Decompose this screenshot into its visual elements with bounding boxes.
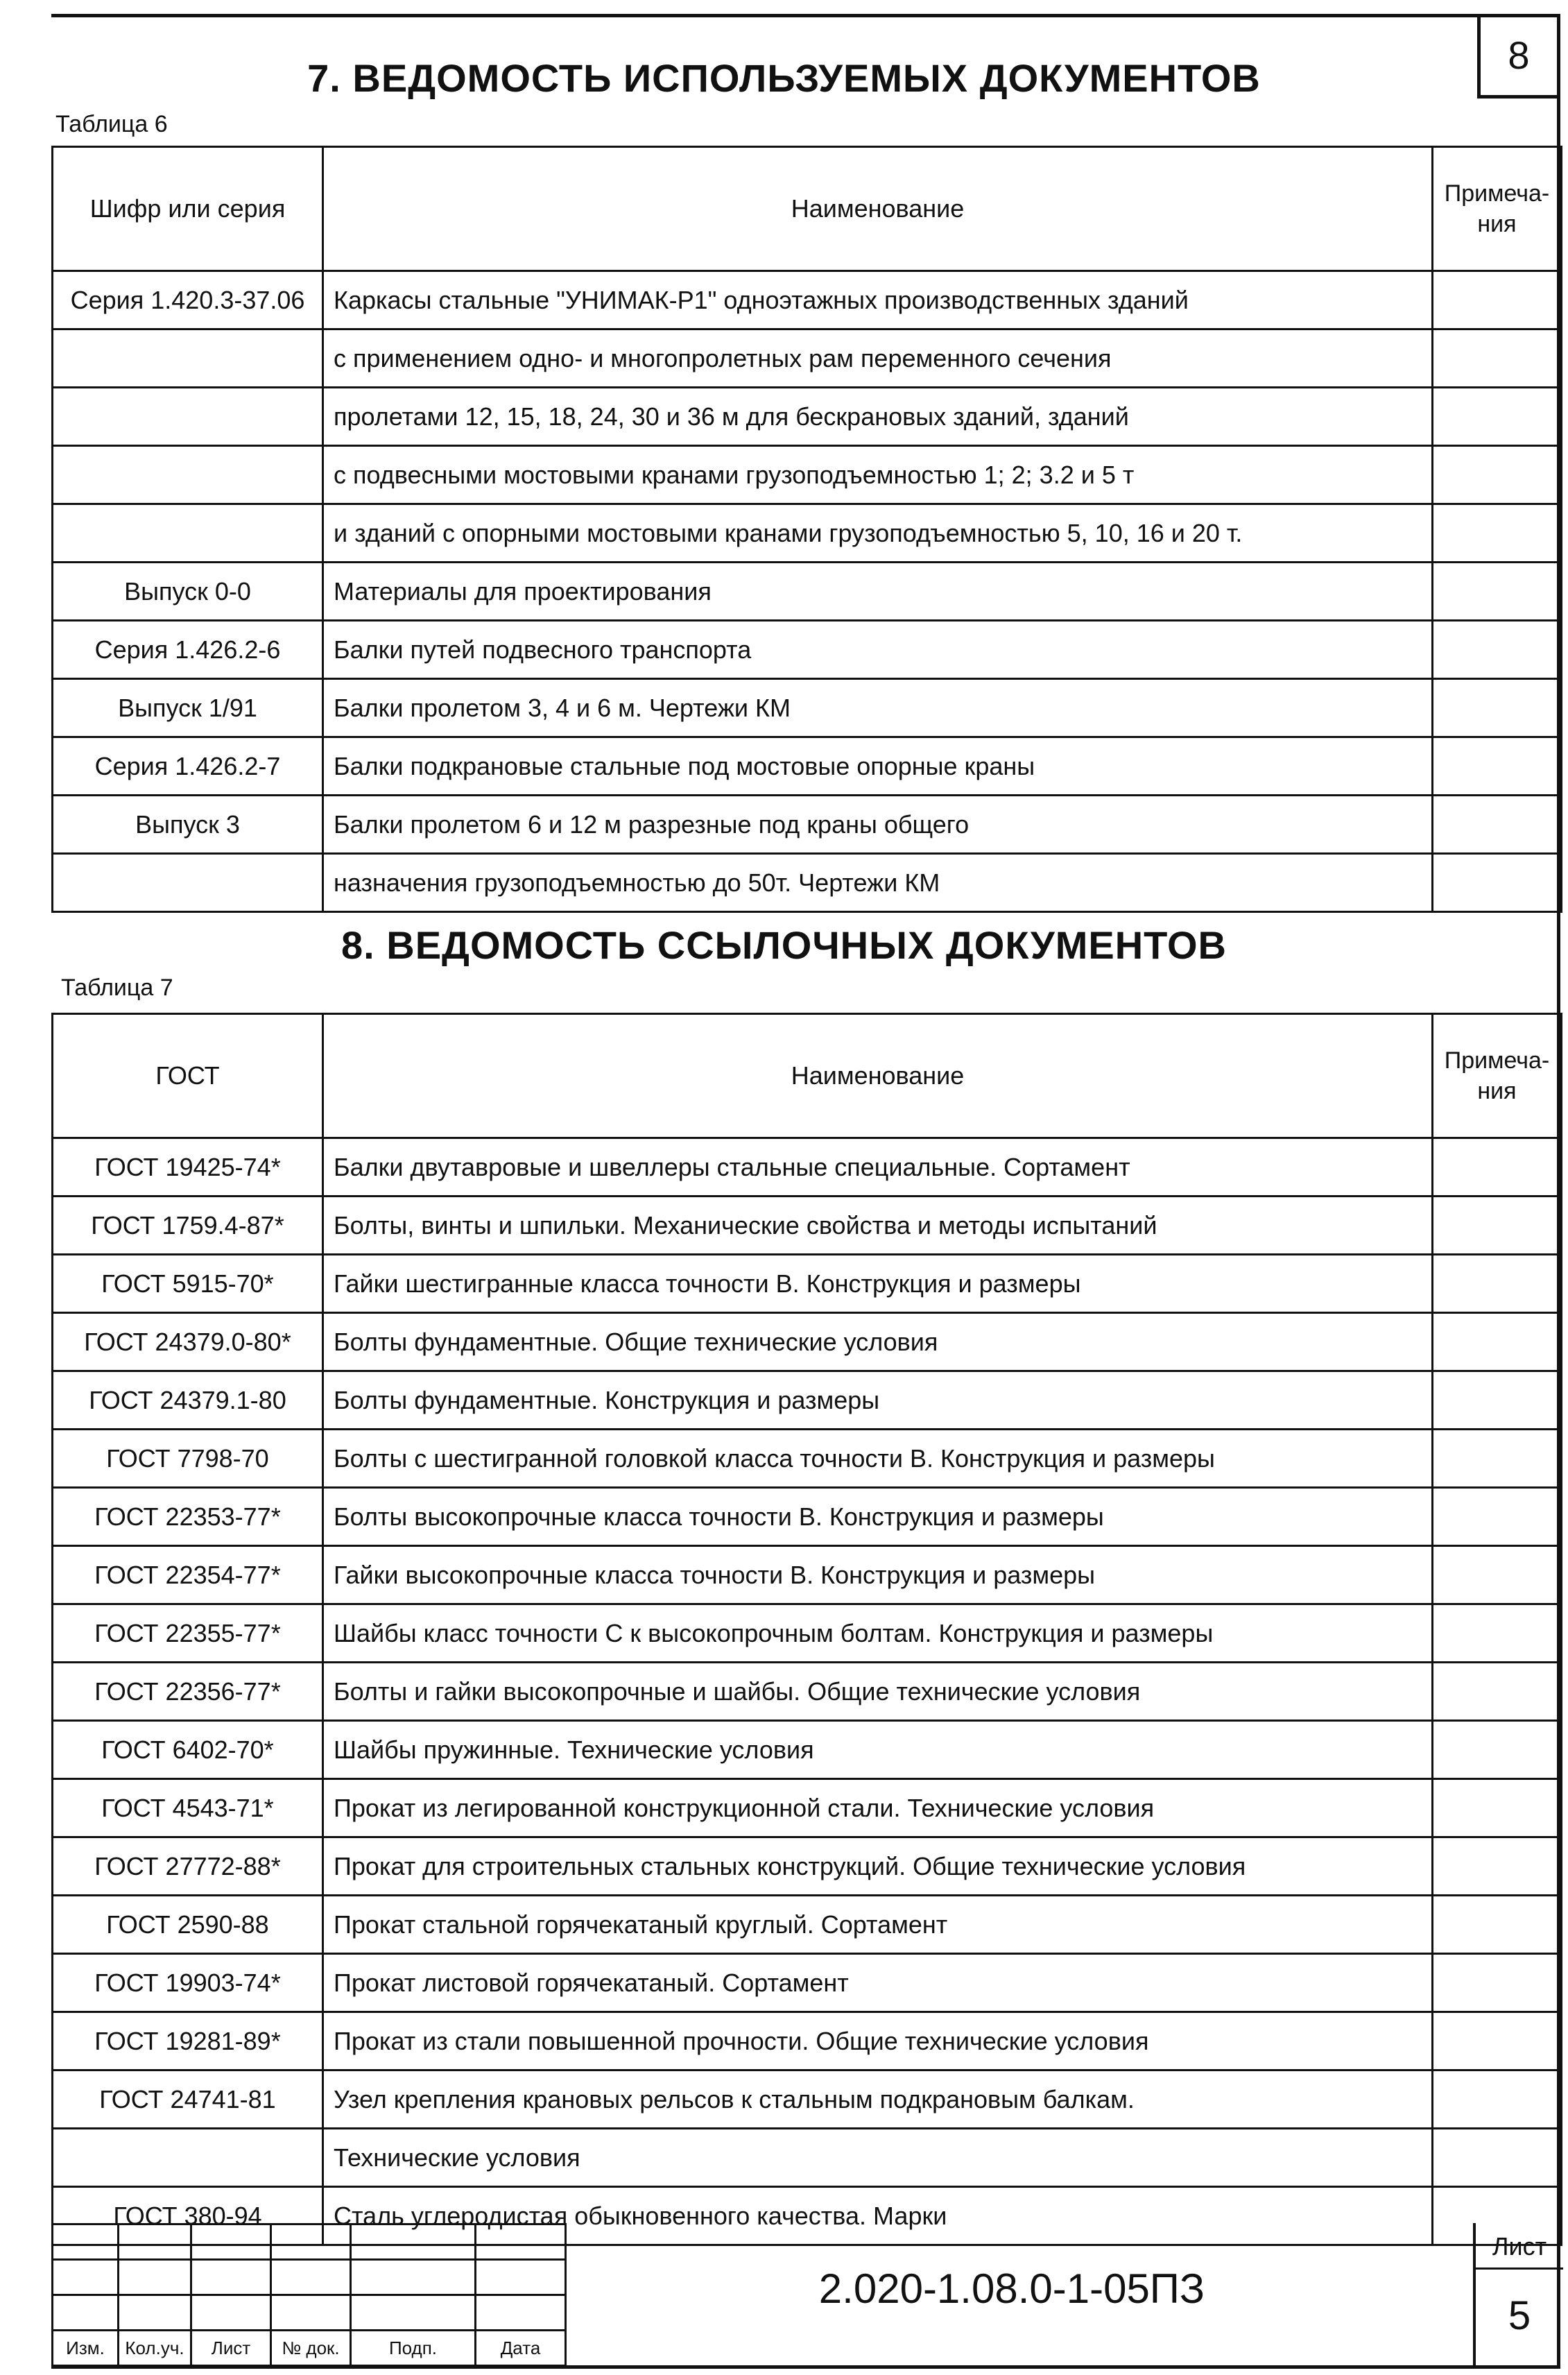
document-name-cell: Балки двутавровые и швеллеры стальные специальные. Сортамент [323,1138,1433,1197]
document-name-cell: Шайбы пружинные. Технические условия [323,1721,1433,1779]
table-row [53,796,1562,854]
document-code-cell: ГОСТ 24379.0-80* [53,1313,323,1371]
document-code-cell: ГОСТ 24741-81 [53,2070,323,2129]
table-row [53,1488,1562,1546]
section8-title: 8. ВЕДОМОСТЬ ССЫЛОЧНЫХ ДОКУМЕНТОВ [341,923,1227,967]
page-number: 8 [1477,15,1560,98]
notes-cell [1433,621,1562,679]
document-code-cell: ГОСТ 2590-88 [53,1896,323,1954]
document-code-cell: ГОСТ 19903-74* [53,1954,323,2012]
notes-cell [1433,1837,1562,1896]
table-header-row [53,147,1562,271]
document-code-cell: Серия 1.426.2-7 [53,737,323,796]
notes-cell [1433,388,1562,446]
document-code-cell: Выпуск 1/91 [53,679,323,737]
notes-cell [1433,854,1562,912]
table-row [53,2012,1562,2070]
document-code-cell: ГОСТ 22354-77* [53,1546,323,1604]
notes-cell [1433,1197,1562,1255]
document-code-cell: ГОСТ 4543-71* [53,1779,323,1837]
document-name-cell: Гайки высокопрочные класса точности В. Конструкция и размеры [323,1546,1433,1604]
document-code-cell: ГОСТ 7798-70 [53,1430,323,1488]
document-name-cell: с применением одно- и многопролетных рам переменного сечения [323,329,1433,388]
title-block [51,2223,1560,2369]
stamp-column-label: Изм. [53,2331,119,2366]
document-code-cell [53,388,323,446]
document-name-cell: Болты фундаментные. Конструкция и размеры [323,1371,1433,1430]
table-row [53,446,1562,504]
table-row [53,563,1562,621]
document-code-cell: ГОСТ 22355-77* [53,1604,323,1663]
notes-cell [1433,2012,1562,2070]
document-code-cell: ГОСТ 5915-70* [53,1255,323,1313]
table-row [53,1779,1562,1837]
notes-cell [1433,1138,1562,1197]
document-code-cell: ГОСТ 24379.1-80 [53,1371,323,1430]
notes-cell [1433,1371,1562,1430]
table-row [53,1954,1562,2012]
document-name-cell: Болты высокопрочные класса точности В. Конструкция и размеры [323,1488,1433,1546]
table7-label: Таблица 7 [61,975,173,1001]
document-name-cell: Прокат стальной горячекатаный круглый. Сортамент [323,1896,1433,1954]
document-code: 2.020-1.08.0-1-05ПЗ [818,2265,1205,2312]
notes-cell [1433,737,1562,796]
header-notes: Примеча-ния [1433,1014,1562,1138]
table-row [53,1371,1562,1430]
table-row [53,1721,1562,1779]
stamp-column-label: № док. [271,2331,351,2366]
document-name-cell: Шайбы класс точности С к высокопрочным болтам. Конструкция и размеры [323,1604,1433,1663]
table-row [53,2070,1562,2129]
document-name-cell: Прокат из стали повышенной прочности. Общие технические условия [323,2012,1433,2070]
table-row [53,737,1562,796]
notes-cell [1433,1779,1562,1837]
document-code-cell: ГОСТ 19281-89* [53,2012,323,2070]
table-row [53,1604,1562,1663]
table-row [53,1896,1562,1954]
table-row [53,1663,1562,1721]
document-name-cell: Каркасы стальные "УНИМАК-Р1" одноэтажных производственных зданий [323,271,1433,329]
header-name: Наименование [323,1014,1433,1138]
document-code-cell: ГОСТ 1759.4-87* [53,1197,323,1255]
document-code-cell [53,504,323,563]
notes-cell [1433,1430,1562,1488]
table6-label: Таблица 6 [55,111,168,137]
notes-cell [1433,1721,1562,1779]
section7-title: 7. ВЕДОМОСТЬ ИСПОЛЬЗУЕМЫХ ДОКУМЕНТОВ [307,56,1261,100]
notes-cell [1433,796,1562,854]
document-code-cell: ГОСТ 22353-77* [53,1488,323,1546]
notes-cell [1433,563,1562,621]
table-row [53,854,1562,912]
document-name-cell: Болты, винты и шпильки. Механические свойства и методы испытаний [323,1197,1433,1255]
sheet-box [1473,2223,1563,2369]
document-code-cell: ГОСТ 22356-77* [53,1663,323,1721]
notes-cell [1433,1255,1562,1313]
notes-cell [1433,679,1562,737]
document-code-cell: ГОСТ 380-94 [53,2187,323,2245]
table-row [53,2129,1562,2187]
document-name-cell: Гайки шестигранные класса точности В. Конструкция и размеры [323,1255,1433,1313]
notes-cell [1433,271,1562,329]
document-code-cell [53,854,323,912]
header-notes: Примеча-ния [1433,147,1562,271]
notes-cell [1433,504,1562,563]
table-row [53,679,1562,737]
document-code-cell: ГОСТ 27772-88* [53,1837,323,1896]
notes-cell [1433,1313,1562,1371]
header-code: Шифр или серия [53,147,323,271]
table-reference-documents [51,1013,1562,2246]
document-name-cell: Прокат листовой горячекатаный. Сортамент [323,1954,1433,2012]
document-code-cell [53,329,323,388]
document-code-cell: ГОСТ 19425-74* [53,1138,323,1197]
notes-cell [1433,2070,1562,2129]
document-code-cell: Выпуск 0-0 [53,563,323,621]
table-row [53,388,1562,446]
notes-cell [1433,1954,1562,2012]
table-row [53,329,1562,388]
document-name-cell: Прокат из легированной конструкционной стали. Технические условия [323,1779,1433,1837]
stamp-column-label: Дата [476,2331,566,2366]
table-used-documents [51,146,1562,913]
document-name-cell: Балки пролетом 6 и 12 м разрезные под краны общего [323,796,1433,854]
stamp-column-label: Лист [191,2331,271,2366]
document-name-cell: Узел крепления крановых рельсов к стальным подкрановым балкам. [323,2070,1433,2129]
table-row [53,1197,1562,1255]
header-name: Наименование [323,147,1433,271]
stamp-column-label: Кол.уч. [119,2331,191,2366]
notes-cell [1433,446,1562,504]
notes-cell [1433,1896,1562,1954]
notes-cell [1433,1488,1562,1546]
document-code-cell: Серия 1.426.2-6 [53,621,323,679]
document-name-cell: назначения грузоподъемностью до 50т. Чертежи КМ [323,854,1433,912]
sheet-label: Лист [1476,2226,1563,2270]
table-row [53,1255,1562,1313]
revision-grid [51,2223,567,2367]
document-name-cell: Болты и гайки высокопрочные и шайбы. Общие технические условия [323,1663,1433,1721]
document-code-cell [53,446,323,504]
table-row [53,1138,1562,1197]
notes-cell [1433,329,1562,388]
document-name-cell: Сталь углеродистая обыкновенного качества. Марки [323,2187,1433,2245]
document-name-cell: и зданий с опорными мостовыми кранами грузоподъемностью 5, 10, 16 и 20 т. [323,504,1433,563]
notes-cell [1433,1546,1562,1604]
table-row [53,1313,1562,1371]
document-name-cell: Болты фундаментные. Общие технические условия [323,1313,1433,1371]
document-code-cell: Серия 1.420.3-37.06 [53,271,323,329]
document-code-cell: ГОСТ 6402-70* [53,1721,323,1779]
document-name-cell: Болты с шестигранной головкой класса точности В. Конструкция и размеры [323,1430,1433,1488]
table-row [53,271,1562,329]
document-name-cell: Балки подкрановые стальные под мостовые опорные краны [323,737,1433,796]
notes-cell [1433,1663,1562,1721]
document-name-cell: с подвесными мостовыми кранами грузоподъемностью 1; 2; 3.2 и 5 т [323,446,1433,504]
table-row [53,1546,1562,1604]
document-name-cell: Прокат для строительных стальных конструкций. Общие технические условия [323,1837,1433,1896]
document-code-cell: Выпуск 3 [53,796,323,854]
document-name-cell: Балки путей подвесного транспорта [323,621,1433,679]
document-code-cell [53,2129,323,2187]
header-gost: ГОСТ [53,1014,323,1138]
table-header-row [53,1014,1562,1138]
frame-top [51,14,1560,17]
document-name-cell: Материалы для проектирования [323,563,1433,621]
table-row [53,504,1562,563]
table-row [53,1837,1562,1896]
notes-cell [1433,2129,1562,2187]
document-name-cell: Балки пролетом 3, 4 и 6 м. Чертежи КМ [323,679,1433,737]
document-name-cell: пролетами 12, 15, 18, 24, 30 и 36 м для бескрановых зданий, зданий [323,388,1433,446]
notes-cell [1433,1604,1562,1663]
table-row [53,1430,1562,1488]
sheet-number: 5 [1508,2293,1531,2338]
stamp-column-label: Подп. [351,2331,476,2366]
document-name-cell: Технические условия [323,2129,1433,2187]
table-row [53,621,1562,679]
